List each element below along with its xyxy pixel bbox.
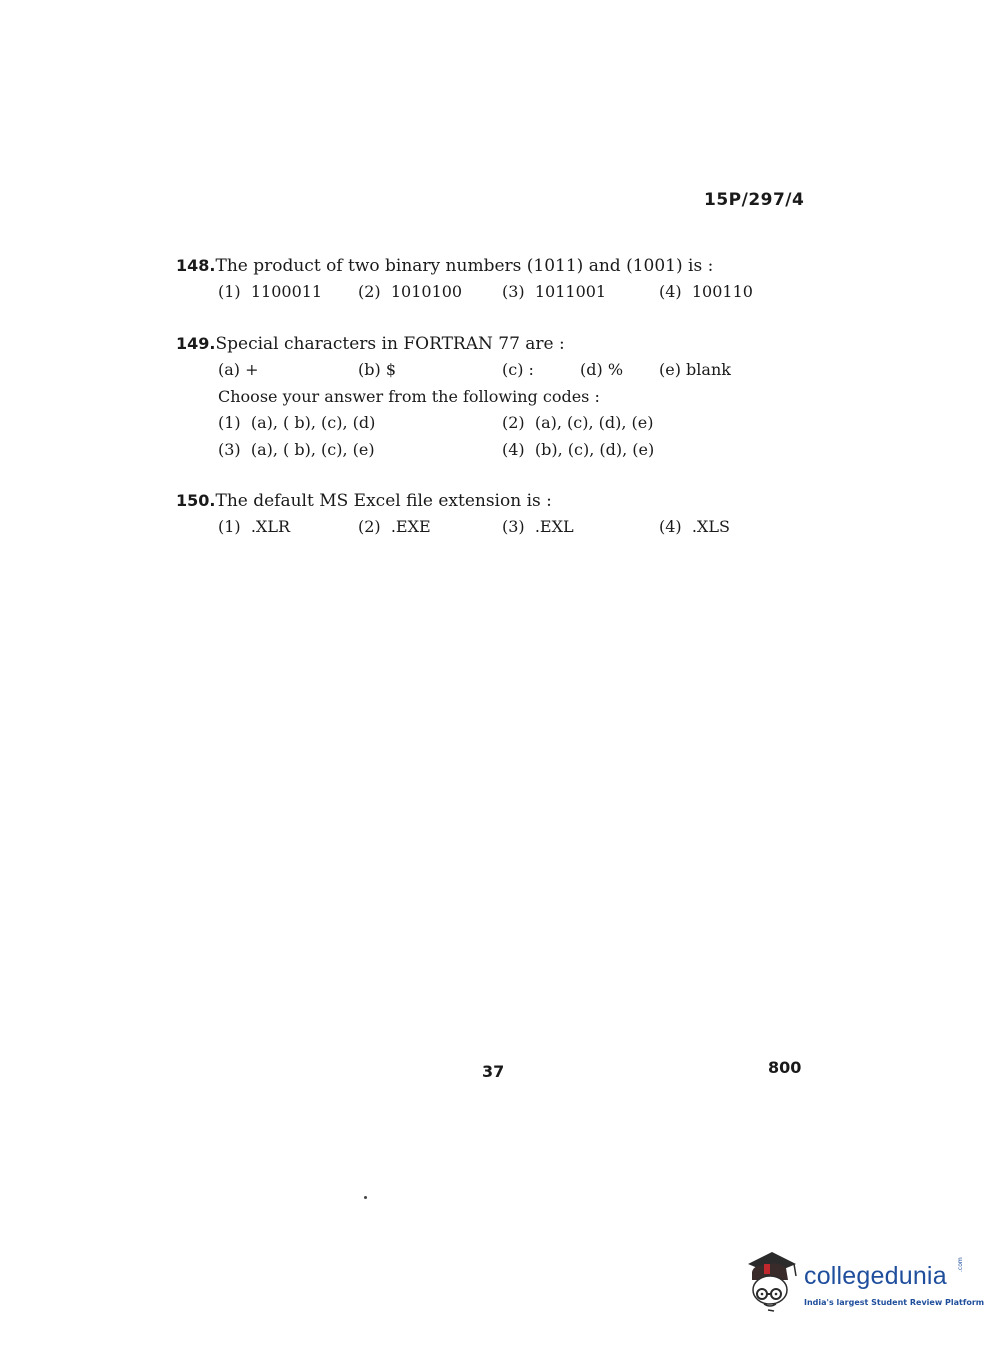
question-148 [176,256,713,276]
page-number: 37 [482,1062,505,1081]
option-3: (3) .EXL [502,517,574,536]
paper-code: 15P/297/4 [704,190,805,210]
item-d: (d) % [580,360,624,379]
total-marks: 800 [768,1058,802,1077]
option-2: (2) 1010100 [358,282,463,301]
option-3: (3) (a), ( b), (c), (e) [218,440,375,459]
option-2: (2) (a), (c), (d), (e) [502,413,654,432]
question-number: 148. [176,256,216,275]
option-3: (3) 1011001 [502,282,607,301]
option-4: (4) 100110 [659,282,753,301]
item-a: (a) + [218,360,259,379]
collegedunia-watermark [742,1250,985,1320]
question-text: The default MS Excel file extension is : [215,491,552,511]
student-mascot-icon [742,1250,802,1312]
option-2: (2) .EXE [358,517,431,536]
brand-tagline: India's largest Student Review Platform [804,1298,985,1307]
item-e: (e) blank [659,360,731,379]
item-c: (c) : [502,360,534,379]
scan-speck [364,1196,367,1199]
question-number: 149. [176,334,216,353]
answer-instruction: Choose your answer from the following codes : [218,387,600,406]
question-text: The product of two binary numbers (1011) and (1001) is : [215,256,714,276]
question-150 [176,491,552,511]
brand-domain: .com [957,1257,964,1272]
option-4: (4) .XLS [659,517,730,536]
brand-name: collegedunia [804,1262,947,1290]
option-1: (1) 1100011 [218,282,323,301]
option-1: (1) (a), ( b), (c), (d) [218,413,376,432]
option-4: (4) (b), (c), (d), (e) [502,440,655,459]
option-1: (1) .XLR [218,517,290,536]
question-text: Special characters in FORTRAN 77 are : [215,334,565,354]
question-149 [176,334,565,354]
item-b: (b) $ [358,360,397,379]
question-number: 150. [176,491,216,510]
